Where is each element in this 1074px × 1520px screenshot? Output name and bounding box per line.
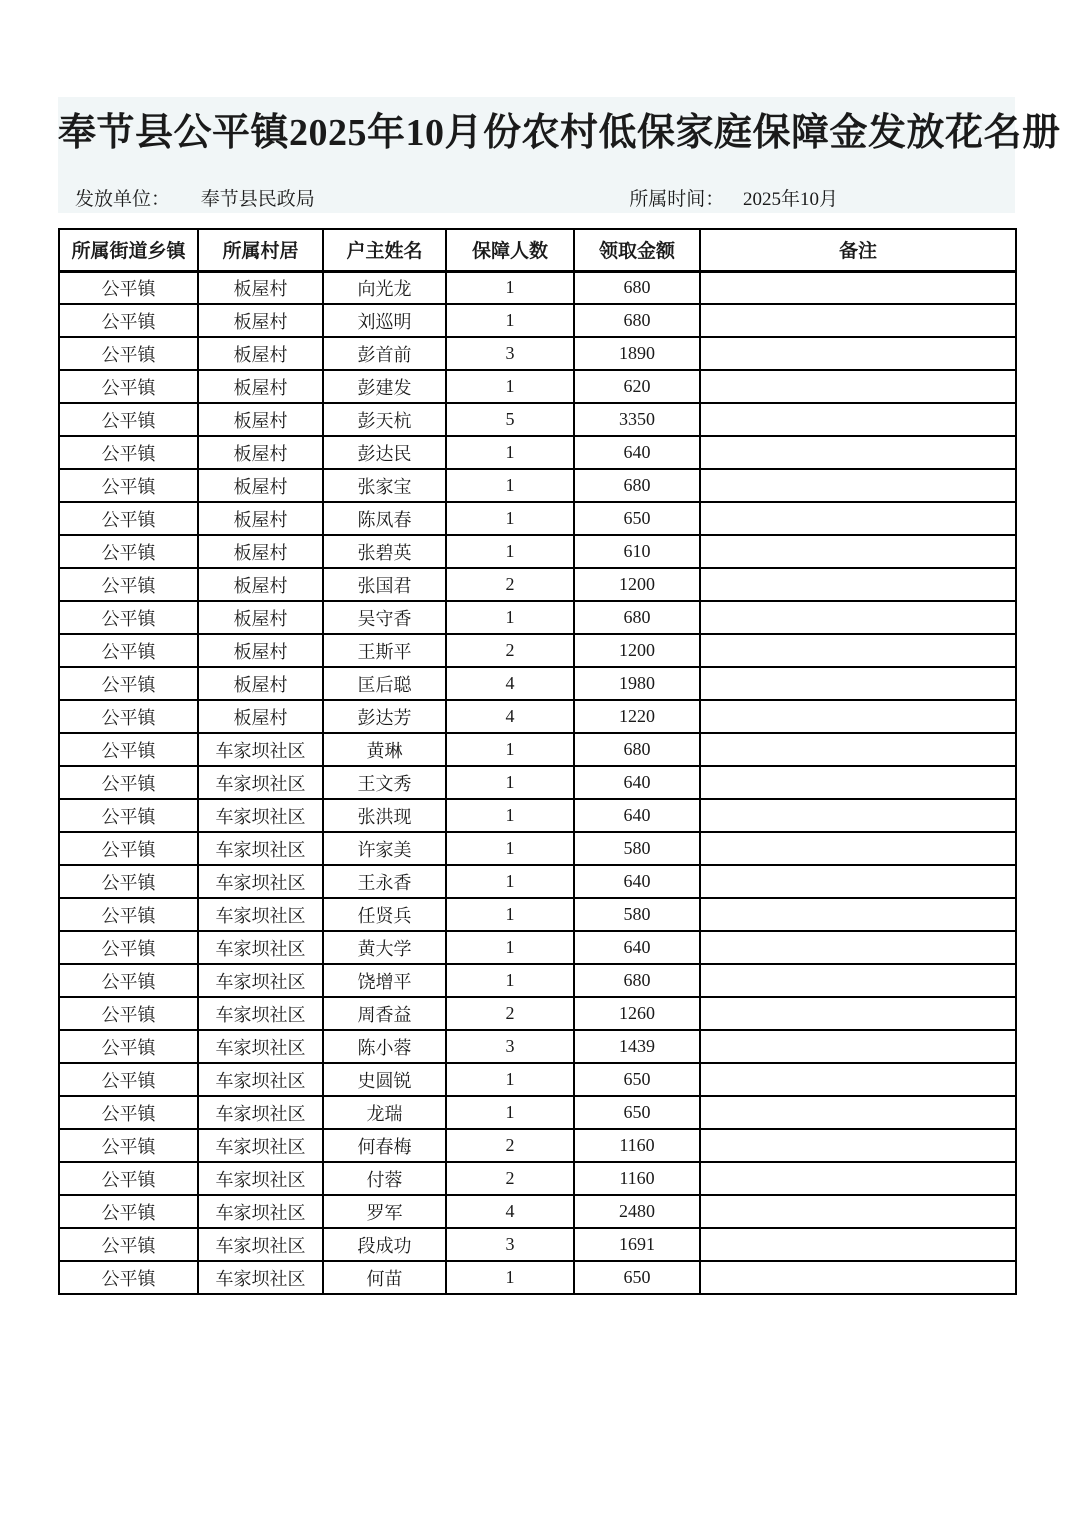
period-label: 所属时间： <box>629 189 725 210</box>
column-header-amount: 领取金额 <box>574 229 700 271</box>
cell-village: 车家坝社区 <box>198 766 323 799</box>
cell-amount: 580 <box>574 832 700 865</box>
cell-amount: 650 <box>574 1063 700 1096</box>
document-title: 奉节县公平镇2025年10月份农村低保家庭保障金发放花名册 <box>58 112 1061 154</box>
cell-persons: 1 <box>446 1063 574 1096</box>
cell-remark <box>700 1195 1016 1228</box>
cell-village: 车家坝社区 <box>198 1063 323 1096</box>
table-row <box>59 1096 1016 1129</box>
cell-householder: 陈小蓉 <box>323 1030 446 1063</box>
cell-householder: 吴守香 <box>323 601 446 634</box>
cell-householder: 彭天杭 <box>323 403 446 436</box>
cell-township: 公平镇 <box>59 436 198 469</box>
table-row <box>59 535 1016 568</box>
cell-village: 板屋村 <box>198 601 323 634</box>
cell-persons: 1 <box>446 799 574 832</box>
cell-householder: 黄大学 <box>323 931 446 964</box>
cell-householder: 张国君 <box>323 568 446 601</box>
cell-remark <box>700 964 1016 997</box>
title-band <box>58 97 1061 213</box>
cell-remark <box>700 436 1016 469</box>
cell-township: 公平镇 <box>59 271 198 304</box>
cell-amount: 650 <box>574 1096 700 1129</box>
cell-village: 板屋村 <box>198 502 323 535</box>
cell-township: 公平镇 <box>59 469 198 502</box>
cell-persons: 1 <box>446 898 574 931</box>
cell-township: 公平镇 <box>59 535 198 568</box>
cell-village: 板屋村 <box>198 568 323 601</box>
cell-township: 公平镇 <box>59 1030 198 1063</box>
cell-persons: 1 <box>446 436 574 469</box>
cell-village: 板屋村 <box>198 436 323 469</box>
cell-householder: 付蓉 <box>323 1162 446 1195</box>
table-row <box>59 1063 1016 1096</box>
cell-amount: 680 <box>574 271 700 304</box>
issuing-unit-value: 奉节县民政局 <box>200 189 315 210</box>
cell-amount: 1220 <box>574 700 700 733</box>
cell-householder: 彭建发 <box>323 370 446 403</box>
cell-remark <box>700 304 1016 337</box>
cell-township: 公平镇 <box>59 370 198 403</box>
cell-township: 公平镇 <box>59 634 198 667</box>
cell-householder: 陈凤春 <box>323 502 446 535</box>
table-row <box>59 832 1016 865</box>
cell-township: 公平镇 <box>59 1162 198 1195</box>
table-row <box>59 997 1016 1030</box>
table-row <box>59 502 1016 535</box>
cell-householder: 彭达芳 <box>323 700 446 733</box>
cell-village: 车家坝社区 <box>198 898 323 931</box>
cell-village: 板屋村 <box>198 535 323 568</box>
cell-township: 公平镇 <box>59 799 198 832</box>
column-header-village: 所属村居 <box>198 229 323 271</box>
period-value: 2025年10月 <box>742 189 838 210</box>
cell-persons: 1 <box>446 964 574 997</box>
cell-remark <box>700 1096 1016 1129</box>
cell-township: 公平镇 <box>59 1261 198 1294</box>
cell-amount: 680 <box>574 469 700 502</box>
cell-amount: 650 <box>574 1261 700 1294</box>
cell-township: 公平镇 <box>59 832 198 865</box>
cell-remark <box>700 931 1016 964</box>
issuing-unit <box>58 189 315 211</box>
cell-persons: 4 <box>446 700 574 733</box>
cell-householder: 王永香 <box>323 865 446 898</box>
cell-township: 公平镇 <box>59 766 198 799</box>
cell-amount: 640 <box>574 766 700 799</box>
cell-village: 板屋村 <box>198 469 323 502</box>
table-row <box>59 1162 1016 1195</box>
cell-remark <box>700 1030 1016 1063</box>
cell-remark <box>700 1129 1016 1162</box>
cell-persons: 1 <box>446 271 574 304</box>
cell-householder: 周香益 <box>323 997 446 1030</box>
table-row <box>59 1261 1016 1294</box>
table-row <box>59 700 1016 733</box>
cell-remark <box>700 601 1016 634</box>
cell-township: 公平镇 <box>59 601 198 634</box>
cell-persons: 2 <box>446 1129 574 1162</box>
table-row <box>59 271 1016 304</box>
table-row <box>59 337 1016 370</box>
cell-remark <box>700 700 1016 733</box>
cell-township: 公平镇 <box>59 403 198 436</box>
cell-village: 车家坝社区 <box>198 964 323 997</box>
roster-table <box>58 228 1017 1295</box>
table-row <box>59 733 1016 766</box>
cell-remark <box>700 469 1016 502</box>
table-row <box>59 799 1016 832</box>
cell-township: 公平镇 <box>59 1096 198 1129</box>
column-header-householder: 户主姓名 <box>323 229 446 271</box>
cell-householder: 匡后聪 <box>323 667 446 700</box>
cell-persons: 1 <box>446 469 574 502</box>
table-header-row <box>59 229 1016 271</box>
cell-township: 公平镇 <box>59 1063 198 1096</box>
table-row <box>59 304 1016 337</box>
document-page <box>58 97 1061 1295</box>
cell-householder: 何苗 <box>323 1261 446 1294</box>
cell-township: 公平镇 <box>59 1129 198 1162</box>
cell-householder: 饶增平 <box>323 964 446 997</box>
cell-amount: 1691 <box>574 1228 700 1261</box>
meta-row <box>58 189 1015 211</box>
cell-householder: 张洪现 <box>323 799 446 832</box>
cell-amount: 640 <box>574 931 700 964</box>
cell-persons: 4 <box>446 1195 574 1228</box>
cell-village: 板屋村 <box>198 667 323 700</box>
period <box>629 189 838 211</box>
cell-village: 车家坝社区 <box>198 1261 323 1294</box>
column-header-remark: 备注 <box>700 229 1016 271</box>
table-row <box>59 964 1016 997</box>
table-row <box>59 667 1016 700</box>
cell-township: 公平镇 <box>59 700 198 733</box>
cell-persons: 1 <box>446 931 574 964</box>
cell-remark <box>700 766 1016 799</box>
cell-township: 公平镇 <box>59 865 198 898</box>
cell-persons: 3 <box>446 1030 574 1063</box>
cell-amount: 1160 <box>574 1162 700 1195</box>
cell-village: 板屋村 <box>198 403 323 436</box>
table-row <box>59 469 1016 502</box>
cell-village: 车家坝社区 <box>198 1228 323 1261</box>
cell-remark <box>700 799 1016 832</box>
cell-remark <box>700 997 1016 1030</box>
cell-amount: 640 <box>574 799 700 832</box>
table-row <box>59 568 1016 601</box>
table-row <box>59 766 1016 799</box>
cell-village: 板屋村 <box>198 634 323 667</box>
cell-remark <box>700 535 1016 568</box>
table-body <box>59 271 1016 1294</box>
cell-township: 公平镇 <box>59 931 198 964</box>
cell-remark <box>700 1228 1016 1261</box>
table-row <box>59 931 1016 964</box>
cell-village: 车家坝社区 <box>198 1096 323 1129</box>
cell-householder: 黄琳 <box>323 733 446 766</box>
cell-persons: 1 <box>446 766 574 799</box>
cell-householder: 王斯平 <box>323 634 446 667</box>
cell-amount: 650 <box>574 502 700 535</box>
cell-persons: 1 <box>446 601 574 634</box>
cell-amount: 680 <box>574 304 700 337</box>
cell-village: 板屋村 <box>198 304 323 337</box>
cell-persons: 1 <box>446 370 574 403</box>
cell-remark <box>700 898 1016 931</box>
cell-amount: 2480 <box>574 1195 700 1228</box>
cell-amount: 3350 <box>574 403 700 436</box>
cell-householder: 许家美 <box>323 832 446 865</box>
cell-amount: 1260 <box>574 997 700 1030</box>
cell-householder: 任贤兵 <box>323 898 446 931</box>
cell-remark <box>700 403 1016 436</box>
cell-township: 公平镇 <box>59 337 198 370</box>
cell-remark <box>700 502 1016 535</box>
cell-amount: 1439 <box>574 1030 700 1063</box>
cell-amount: 1160 <box>574 1129 700 1162</box>
cell-householder: 刘巡明 <box>323 304 446 337</box>
cell-township: 公平镇 <box>59 898 198 931</box>
cell-amount: 580 <box>574 898 700 931</box>
cell-village: 车家坝社区 <box>198 733 323 766</box>
column-header-persons: 保障人数 <box>446 229 574 271</box>
cell-village: 车家坝社区 <box>198 1030 323 1063</box>
cell-remark <box>700 634 1016 667</box>
cell-village: 车家坝社区 <box>198 997 323 1030</box>
cell-amount: 1200 <box>574 568 700 601</box>
cell-persons: 4 <box>446 667 574 700</box>
cell-remark <box>700 1261 1016 1294</box>
cell-remark <box>700 832 1016 865</box>
cell-householder: 何春梅 <box>323 1129 446 1162</box>
cell-householder: 彭首前 <box>323 337 446 370</box>
cell-persons: 1 <box>446 502 574 535</box>
cell-householder: 龙瑞 <box>323 1096 446 1129</box>
cell-village: 板屋村 <box>198 271 323 304</box>
cell-householder: 罗军 <box>323 1195 446 1228</box>
cell-village: 板屋村 <box>198 370 323 403</box>
table-row <box>59 1129 1016 1162</box>
cell-persons: 5 <box>446 403 574 436</box>
cell-remark <box>700 733 1016 766</box>
cell-amount: 610 <box>574 535 700 568</box>
table-row <box>59 1030 1016 1063</box>
cell-persons: 1 <box>446 733 574 766</box>
cell-village: 车家坝社区 <box>198 832 323 865</box>
cell-persons: 2 <box>446 568 574 601</box>
cell-amount: 680 <box>574 733 700 766</box>
cell-persons: 1 <box>446 832 574 865</box>
table-row <box>59 370 1016 403</box>
cell-persons: 2 <box>446 997 574 1030</box>
table-row <box>59 634 1016 667</box>
cell-township: 公平镇 <box>59 304 198 337</box>
cell-village: 车家坝社区 <box>198 931 323 964</box>
cell-persons: 3 <box>446 1228 574 1261</box>
cell-amount: 1890 <box>574 337 700 370</box>
cell-amount: 640 <box>574 865 700 898</box>
cell-remark <box>700 667 1016 700</box>
column-header-township: 所属街道乡镇 <box>59 229 198 271</box>
cell-township: 公平镇 <box>59 1195 198 1228</box>
cell-remark <box>700 337 1016 370</box>
cell-persons: 2 <box>446 1162 574 1195</box>
cell-persons: 1 <box>446 1261 574 1294</box>
cell-village: 车家坝社区 <box>198 1195 323 1228</box>
cell-remark <box>700 865 1016 898</box>
table-row <box>59 403 1016 436</box>
cell-village: 车家坝社区 <box>198 865 323 898</box>
cell-township: 公平镇 <box>59 997 198 1030</box>
cell-persons: 1 <box>446 535 574 568</box>
cell-village: 车家坝社区 <box>198 799 323 832</box>
cell-village: 车家坝社区 <box>198 1129 323 1162</box>
cell-township: 公平镇 <box>59 733 198 766</box>
cell-village: 板屋村 <box>198 700 323 733</box>
table-row <box>59 865 1016 898</box>
cell-persons: 3 <box>446 337 574 370</box>
cell-householder: 段成功 <box>323 1228 446 1261</box>
table-row <box>59 898 1016 931</box>
cell-township: 公平镇 <box>59 502 198 535</box>
issuing-unit-label: 发放单位： <box>75 189 171 210</box>
cell-township: 公平镇 <box>59 568 198 601</box>
table-row <box>59 436 1016 469</box>
cell-remark <box>700 1063 1016 1096</box>
cell-amount: 1980 <box>574 667 700 700</box>
cell-remark <box>700 568 1016 601</box>
cell-amount: 1200 <box>574 634 700 667</box>
cell-householder: 彭达民 <box>323 436 446 469</box>
cell-householder: 向光龙 <box>323 271 446 304</box>
cell-persons: 1 <box>446 304 574 337</box>
cell-remark <box>700 370 1016 403</box>
cell-amount: 680 <box>574 601 700 634</box>
cell-township: 公平镇 <box>59 1228 198 1261</box>
cell-amount: 680 <box>574 964 700 997</box>
cell-householder: 张家宝 <box>323 469 446 502</box>
cell-village: 板屋村 <box>198 337 323 370</box>
cell-village: 车家坝社区 <box>198 1162 323 1195</box>
cell-township: 公平镇 <box>59 667 198 700</box>
cell-persons: 1 <box>446 1096 574 1129</box>
table-row <box>59 1228 1016 1261</box>
cell-amount: 620 <box>574 370 700 403</box>
cell-remark <box>700 1162 1016 1195</box>
cell-persons: 1 <box>446 865 574 898</box>
cell-remark <box>700 271 1016 304</box>
cell-amount: 640 <box>574 436 700 469</box>
cell-householder: 王文秀 <box>323 766 446 799</box>
cell-township: 公平镇 <box>59 964 198 997</box>
cell-householder: 张碧英 <box>323 535 446 568</box>
cell-householder: 史圆锐 <box>323 1063 446 1096</box>
table-row <box>59 1195 1016 1228</box>
cell-persons: 2 <box>446 634 574 667</box>
table-row <box>59 601 1016 634</box>
